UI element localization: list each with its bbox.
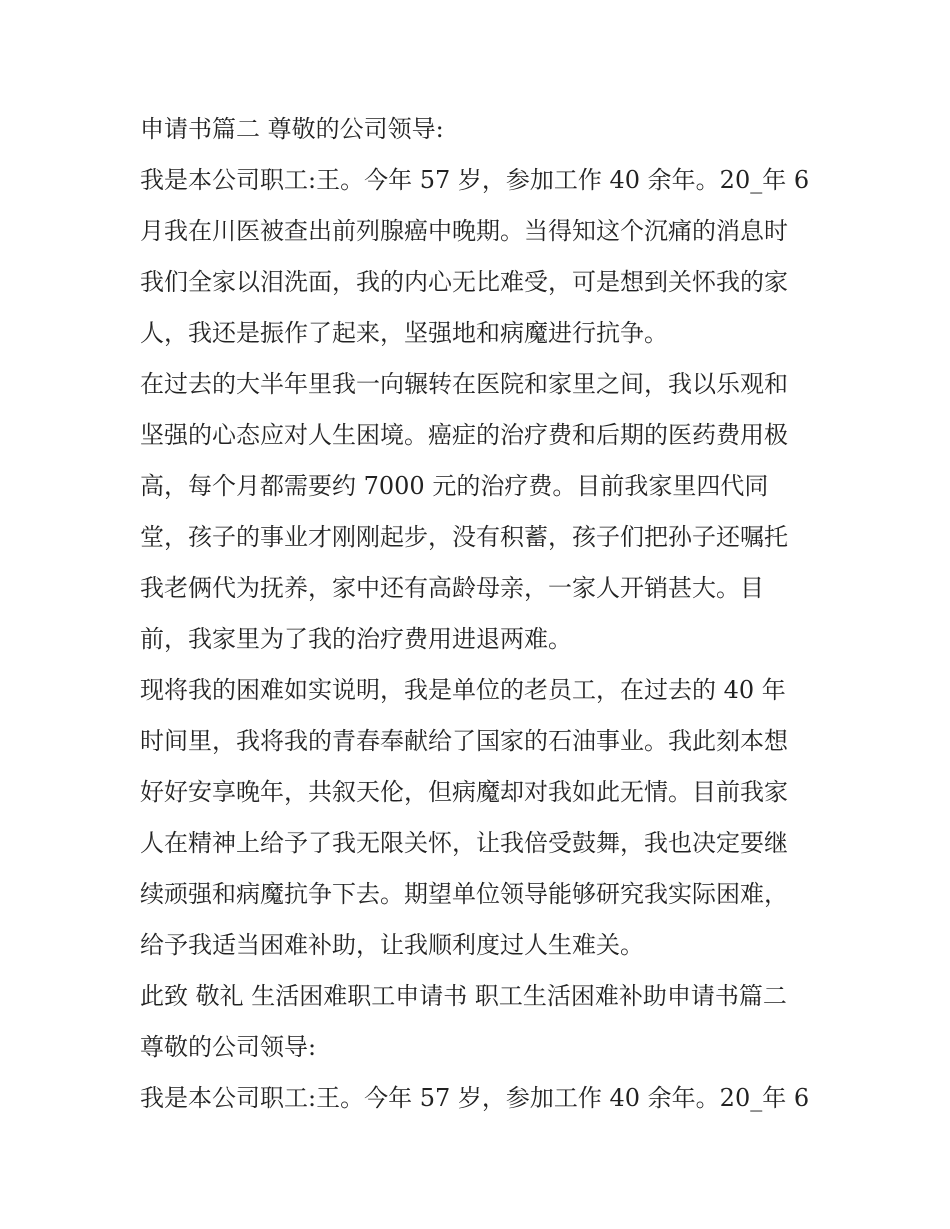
document-body: [140, 104, 820, 1124]
text-line: 前，我家里为了我的治疗费用进退两难。: [140, 625, 572, 653]
text-line: 高，每个月都需要约 7000 元的治疗费。目前我家里四代同: [140, 472, 769, 500]
text-line: 堂，孩子的事业才刚刚起步，没有积蓄，孩子们把孙子还嘱托: [140, 523, 788, 551]
text-line: 时间里，我将我的青春奉献给了国家的石油事业。我此刻本想: [140, 727, 788, 755]
text-line: 现将我的困难如实说明，我是单位的老员工，在过去的 40 年: [140, 676, 786, 704]
text-line: 我是本公司职工:王。今年 57 岁，参加工作 40 余年。20_年 6: [140, 166, 810, 194]
text-line: 续顽强和病魔抗争下去。期望单位领导能够研究我实际困难，: [140, 880, 788, 908]
text-line: 我是本公司职工:王。今年 57 岁，参加工作 40 余年。20_年 6: [140, 1084, 810, 1112]
text-line: 人，我还是振作了起来，坚强地和病魔进行抗争。: [140, 319, 668, 347]
text-line: 好好安享晚年，共叙天伦，但病魔却对我如此无情。目前我家: [140, 778, 788, 806]
text-line: 月我在川医被查出前列腺癌中晚期。当得知这个沉痛的消息时: [140, 217, 788, 245]
text-line: 在过去的大半年里我一向辗转在医院和家里之间，我以乐观和: [140, 370, 788, 398]
text-line: 坚强的心态应对人生困境。癌症的治疗费和后期的医药费用极: [140, 421, 788, 449]
text-line: 人在精神上给予了我无限关怀，让我倍受鼓舞，我也决定要继: [140, 829, 788, 857]
text-line: 给予我适当困难补助，让我顺利度过人生难关。: [140, 931, 644, 959]
text-line: 申请书篇二 尊敬的公司领导:: [140, 115, 444, 143]
text-line: 此致 敬礼 生活困难职工申请书 职工生活困难补助申请书篇二: [140, 982, 787, 1010]
text-line: 我老俩代为抚养，家中还有高龄母亲，一家人开销甚大。目: [140, 574, 764, 602]
text-line: 尊敬的公司领导:: [140, 1033, 317, 1061]
text-line: 我们全家以泪洗面，我的内心无比难受，可是想到关怀我的家: [140, 268, 788, 296]
